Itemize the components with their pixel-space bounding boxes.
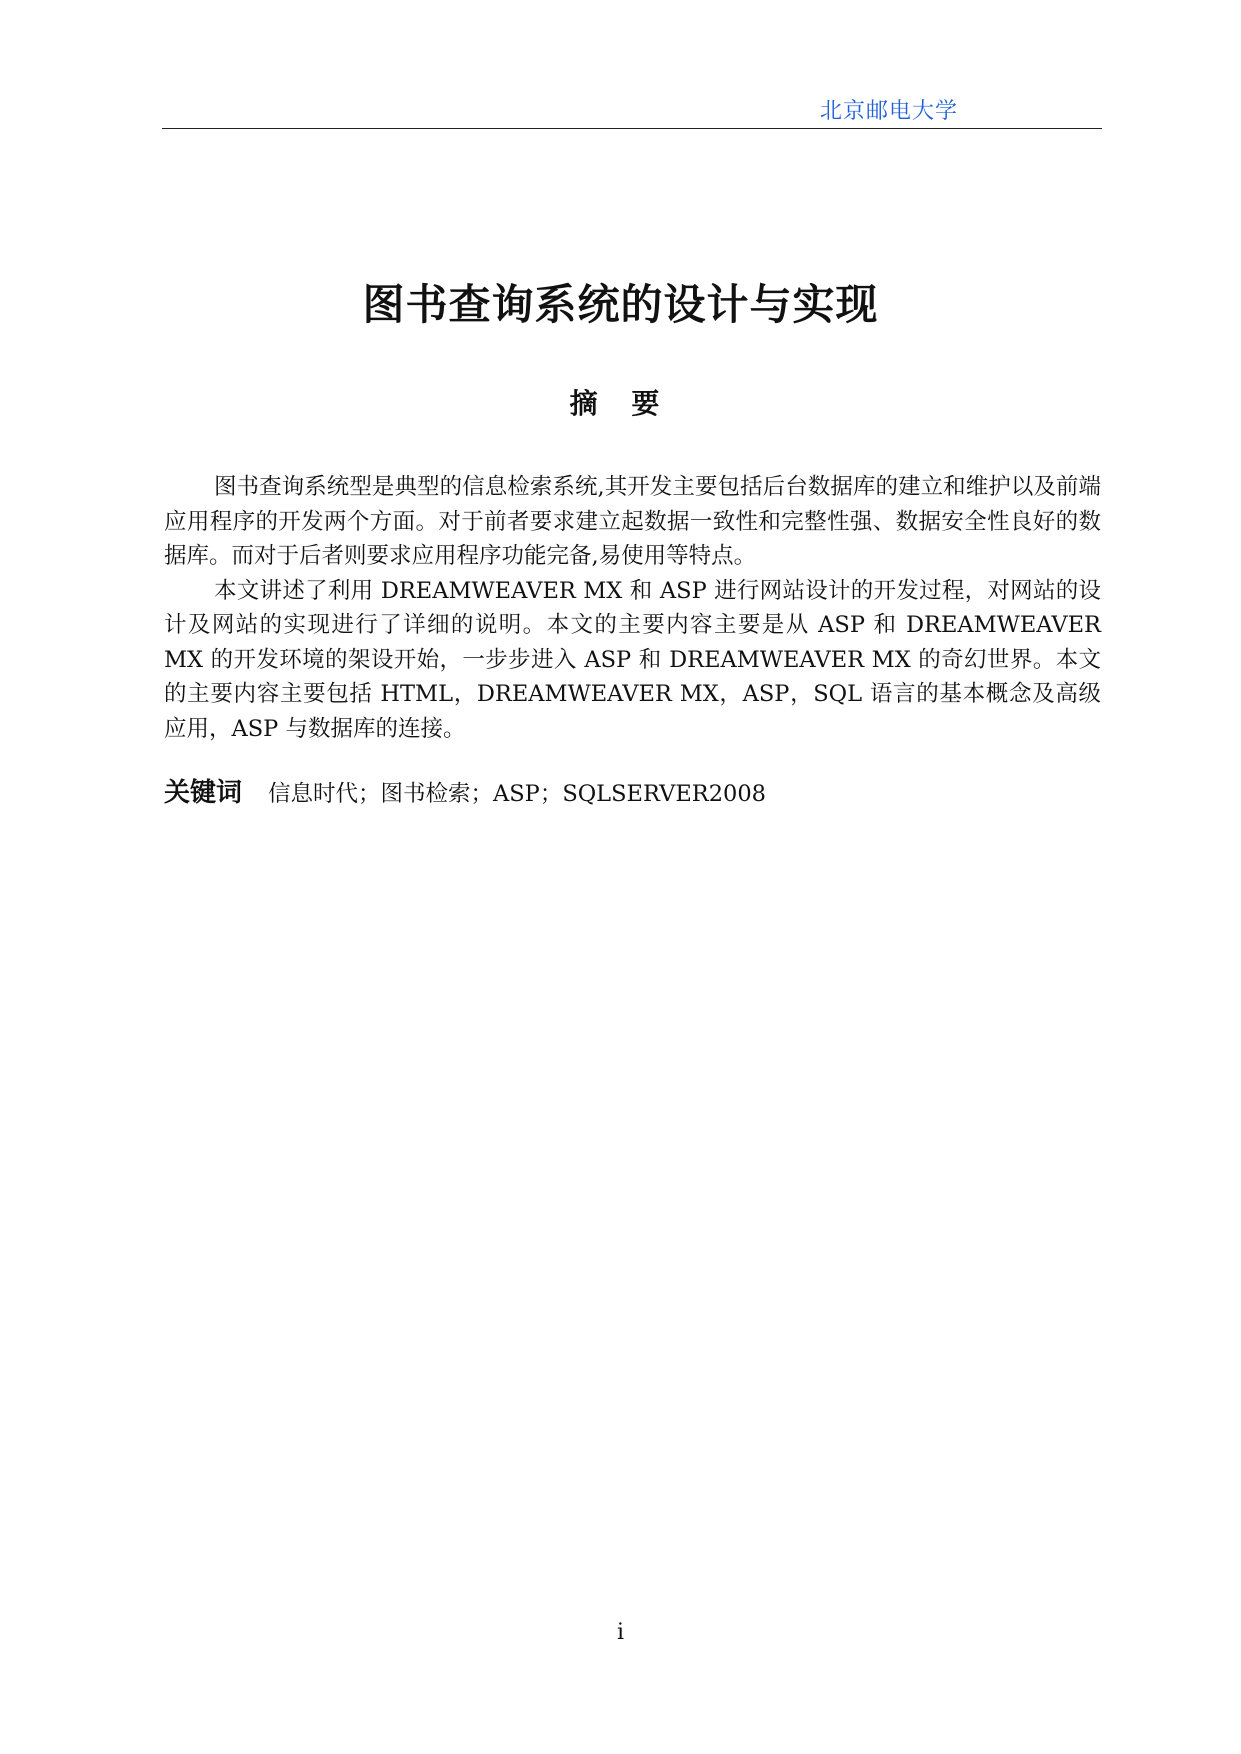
abstract-body xyxy=(164,470,1101,746)
page-title: 图书查询系统的设计与实现 xyxy=(362,280,879,329)
header-institution: 北京邮电大学 xyxy=(820,99,959,124)
keywords-label: 关键词 xyxy=(164,778,243,808)
keywords-value: 信息时代；图书检索；ASP；SQLSERVER2008 xyxy=(268,781,766,807)
page-number: i xyxy=(616,1620,625,1645)
abstract-paragraph: 图书查询系统型是典型的信息检索系统,其开发主要包括后台数据库的建立和维护以及前端应用程序的开发两个方面。对于前者要求建立起数据一致性和完整性强、数据安全性良好的数据库。而对于后者则要求应用程序功能完备,易使用等特点。 xyxy=(164,474,1101,569)
keywords-line xyxy=(164,776,1101,811)
abstract-paragraph: 本文讲述了利用 DREAMWEAVER MX 和 ASP 进行网站设计的开发过程，对网站的设计及网站的实现进行了详细的说明。本文的主要内容主要是从 ASP 和 DREAMWEAVER MX 的开发环境的架设开始，一步步进入 ASP 和 DREAMWEAVER MX 的奇幻世界。本文的主要内容主要包括 HTML，DREAMWEAVER MX，ASP，SQL 语言的基本概念及高级应用，ASP 与数据库的连接。 xyxy=(164,577,1101,742)
abstract-heading: 摘 要 xyxy=(569,387,672,420)
header-divider xyxy=(162,128,1102,129)
